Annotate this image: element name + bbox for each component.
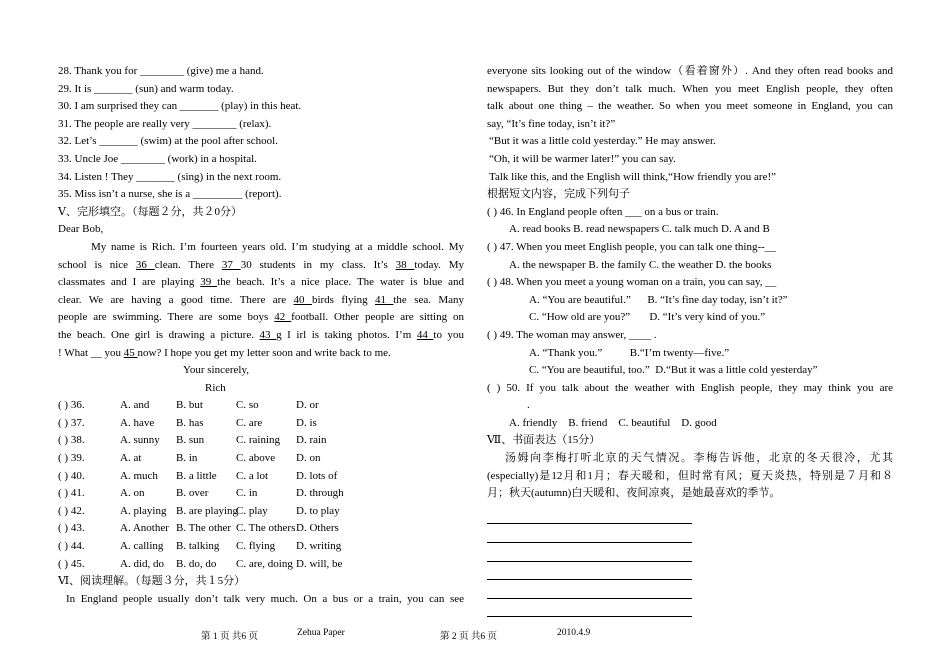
question-29: 29. It is _______ (sun) and warm today. — [58, 82, 234, 95]
option-b: B. do, do — [176, 557, 217, 570]
letter-text: clean. There — [154, 258, 222, 271]
option-a: A. much — [120, 469, 158, 482]
blank-41: 41 — [374, 293, 394, 306]
cloze-option-row — [58, 432, 464, 450]
letter-line-7 — [58, 345, 464, 363]
footer-page-1: 第 1 页 共6 页 — [201, 632, 259, 642]
question-number: ( ) 45. — [58, 557, 85, 570]
reading-start — [58, 591, 464, 609]
question-32: 32. Let’s _______ (swim) at the pool after school. — [58, 135, 278, 148]
footer-page-2: 第 2 页 共6 页 — [440, 632, 498, 642]
reading-text: everyone sits looking out of the window（看着窗外）. And they often read books and — [487, 65, 893, 77]
reading-line-2 — [487, 81, 893, 99]
answer-line[interactable] — [487, 543, 692, 562]
letter-text: football. Other people are sitting on — [291, 311, 464, 324]
option-d: D. lots of — [296, 469, 338, 482]
option-b: B. a little — [176, 469, 217, 482]
letter-closing: Your sincerely, — [183, 364, 249, 377]
writing-prompt-2 — [487, 468, 893, 486]
question-number: ( ) 39. — [58, 452, 85, 465]
cloze-options-list — [58, 397, 464, 573]
question-number: ( ) 36. — [58, 399, 85, 412]
writing-text: (especially)是12月和1月；春天暖和，但时常有风；夏天炎热，特别是７月和８ — [487, 469, 893, 482]
question-31: 31. The people are really very ________ (relax). — [58, 117, 272, 130]
question-number: ( ) 38. — [58, 434, 85, 447]
letter-text: the sea. Many — [393, 293, 464, 306]
letter-text: the beach. It’s a nice place. The water is blue and — [217, 276, 464, 289]
letter-text: school is nice — [58, 258, 136, 271]
cloze-option-row — [58, 485, 464, 503]
option-a: A. have — [120, 416, 155, 429]
option-c: C. so — [236, 399, 259, 412]
option-a: A. did, do — [120, 557, 164, 570]
cloze-option-row — [58, 503, 464, 521]
blank-36: 36 — [135, 258, 155, 271]
cloze-option-row — [58, 450, 464, 468]
blank-42: 42 — [274, 311, 292, 324]
letter-line-4 — [58, 292, 464, 310]
option-c: C. in — [236, 487, 258, 500]
question-48-options-2: C. “How old are you?” D. “It’s very kind of you.” — [529, 311, 766, 324]
option-b: B. sun — [176, 434, 205, 447]
question-49-options-2: C. “You are beautiful, too.” D.“But it was a little cold yesterday” — [529, 364, 818, 377]
option-b: B. over — [176, 487, 209, 500]
reading-text: newspapers. But they don’t talk much. When you meet English people, they often — [487, 82, 893, 95]
option-d: D. will, be — [296, 557, 343, 570]
option-b: B. has — [176, 416, 204, 429]
option-a: A. calling — [120, 540, 164, 553]
option-d: D. writing — [296, 540, 342, 553]
question-number: ( ) 41. — [58, 487, 85, 500]
footer-date: 2010.4.9 — [557, 628, 591, 638]
left-column — [58, 63, 464, 608]
letter-line-3 — [58, 274, 464, 292]
letter-text: clear. We are having a good time. There are — [58, 293, 294, 306]
letter-line-5 — [58, 309, 464, 327]
letter-text: today. My — [414, 258, 464, 271]
question-number: ( ) 43. — [58, 522, 85, 535]
option-c: C. are — [236, 416, 263, 429]
option-a: A. playing — [120, 504, 167, 517]
answer-line[interactable] — [487, 599, 692, 618]
option-c: C. raining — [236, 434, 280, 447]
question-28: 28. Thank you for ________ (give) me a hand. — [58, 65, 264, 77]
answer-line[interactable] — [487, 506, 692, 525]
blank-39: 39 — [200, 276, 218, 289]
question-47-options: A. the newspaper B. the family C. the weather D. the books — [509, 258, 772, 271]
blank-38: 38 — [395, 258, 415, 271]
letter-signature: Rich — [205, 381, 226, 394]
letter-text: now? I hope you get my letter soon and write back to me. — [137, 346, 391, 359]
letter-line-2 — [58, 257, 464, 275]
reading-line-3 — [487, 98, 893, 116]
question-50-options: A. friendly B. friend C. beautiful D. good — [509, 416, 717, 429]
cloze-option-row — [58, 556, 464, 574]
option-b: B. The other — [176, 522, 232, 535]
option-a: A. on — [120, 487, 145, 500]
question-number: ( ) 44. — [58, 540, 85, 553]
option-b: B. in — [176, 452, 198, 465]
question-48-options-1: A. “You are beautiful.” B. “It’s fine day today, isn’t it?” — [529, 293, 788, 306]
option-d: D. on — [296, 452, 321, 465]
question-47: ( ) 47. When you meet English people, you can talk one thing--__ — [487, 240, 776, 253]
letter-text: the beach. One girl is drawing a picture. — [58, 328, 260, 341]
option-c: C. above — [236, 452, 276, 465]
answer-line[interactable] — [487, 524, 692, 543]
option-a: A. at — [120, 452, 142, 465]
question-number: ( ) 42. — [58, 504, 85, 517]
question-34: 34. Listen ! They _______ (sing) in the next room. — [58, 170, 282, 183]
answer-line[interactable] — [487, 562, 692, 581]
blank-43: 43 — [259, 328, 277, 341]
option-a: A. sunny — [120, 434, 160, 447]
option-c: C. flying — [236, 540, 276, 553]
letter-text: people are swimming. There are some boys — [58, 311, 275, 324]
option-a: A. and — [120, 399, 150, 412]
question-35: 35. Miss isn’t a nurse, she is a _________ (report). — [58, 188, 282, 201]
writing-prompt-1 — [487, 450, 893, 468]
reading-text: talk about one thing – the weather. So when you meet someone in England, you can — [487, 100, 893, 113]
letter-text: My name is Rich. I’m fourteen years old. I’m studying at a middle school. My — [91, 240, 464, 253]
question-49-options-1: A. “Thank you.” B.“I’m twenty—five.” — [529, 346, 730, 359]
blank-37: 37 — [221, 258, 241, 271]
reading-text: In England people usually don’t talk very much. On a bus or a train, you can see — [66, 592, 464, 605]
option-d: D. is — [296, 416, 317, 429]
option-b: B. talking — [176, 540, 220, 553]
writing-prompt-3: 月；秋天(autumn)白天暖和、夜间凉爽，是她最喜欢的季节。 — [487, 487, 781, 500]
blank-45: 45 — [123, 346, 138, 359]
letter-line-6 — [58, 327, 464, 345]
cloze-option-row — [58, 415, 464, 433]
section-6-heading: Ⅵ、阅读理解。（每题３分，共１5分） — [58, 575, 246, 588]
question-46: ( ) 46. In England people often ___ on a bus or train. — [487, 205, 719, 218]
question-48: ( ) 48. When you meet a young woman on a train, you can say, __ — [487, 276, 777, 289]
option-c: C. play — [236, 504, 268, 517]
blank-40: 40 — [293, 293, 312, 306]
option-d: D. to play — [296, 504, 340, 517]
letter-text: birds flying — [311, 293, 375, 306]
right-column — [487, 63, 893, 617]
option-c: C. The others — [236, 522, 296, 535]
question-number: ( ) 37. — [58, 416, 85, 429]
option-d: D. rain — [296, 434, 327, 447]
question-number: ( ) 40. — [58, 469, 85, 482]
section-7-heading: Ⅶ、书面表达（15分） — [487, 434, 601, 447]
reading-instruction: 根据短文内容，完成下列句子 — [487, 188, 630, 201]
blank-44: 44 — [416, 328, 434, 341]
option-b: B. but — [176, 399, 203, 412]
cloze-option-row — [58, 520, 464, 538]
footer-brand: Zehua Paper — [297, 628, 345, 638]
cloze-option-row — [58, 397, 464, 415]
question-46-options: A. read books B. read newspapers C. talk much D. A and B — [509, 223, 770, 236]
reading-dialogue-3: Talk like this, and the English will think,“How friendly you are!” — [489, 170, 776, 183]
cloze-option-row — [58, 538, 464, 556]
letter-text: 30 students in my class. It’s — [240, 258, 396, 271]
letter-line-1 — [58, 239, 464, 257]
letter-text: to you — [433, 328, 464, 341]
option-d: D. Others — [296, 522, 339, 535]
letter-text: g I irl is taking photos. I’m — [276, 328, 417, 341]
option-c: C. are, doing — [236, 557, 293, 570]
option-d: D. or — [296, 399, 319, 412]
writing-text: 汤姆向李梅打听北京的天气情况。李梅告诉他，北京的冬天很冷，尤其 — [505, 452, 893, 465]
option-b: B. are playing — [176, 504, 239, 517]
question-text: ( ) 50. If you talk about the weather with English people, they may think you are — [487, 381, 893, 394]
reading-line-1 — [487, 63, 893, 81]
reading-line-4: say, “It’s fine today, isn’t it?” — [487, 117, 616, 130]
question-50 — [487, 380, 893, 398]
letter-greeting: Dear Bob, — [58, 223, 104, 236]
question-30: 30. I am surprised they can _______ (play) in this heat. — [58, 100, 302, 113]
letter-text: ! What __ you — [58, 346, 124, 359]
question-49: ( ) 49. The woman may answer, ____ . — [487, 328, 657, 341]
section-5-heading: Ⅴ、完形填空。（每题２分，共２0分） — [58, 205, 242, 218]
letter-text: classmates and I are playing — [58, 276, 201, 289]
option-c: C. a lot — [236, 469, 269, 482]
question-50-end: . — [527, 399, 530, 412]
question-33: 33. Uncle Joe ________ (work) in a hospital. — [58, 152, 257, 165]
answer-line[interactable] — [487, 580, 692, 599]
option-d: D. through — [296, 487, 344, 500]
reading-dialogue-2: “Oh, it will be warmer later!” you can say. — [489, 152, 676, 165]
cloze-option-row — [58, 468, 464, 486]
option-a: A. Another — [120, 522, 169, 535]
reading-dialogue-1: “But it was a little cold yesterday.” He may answer. — [489, 135, 716, 148]
